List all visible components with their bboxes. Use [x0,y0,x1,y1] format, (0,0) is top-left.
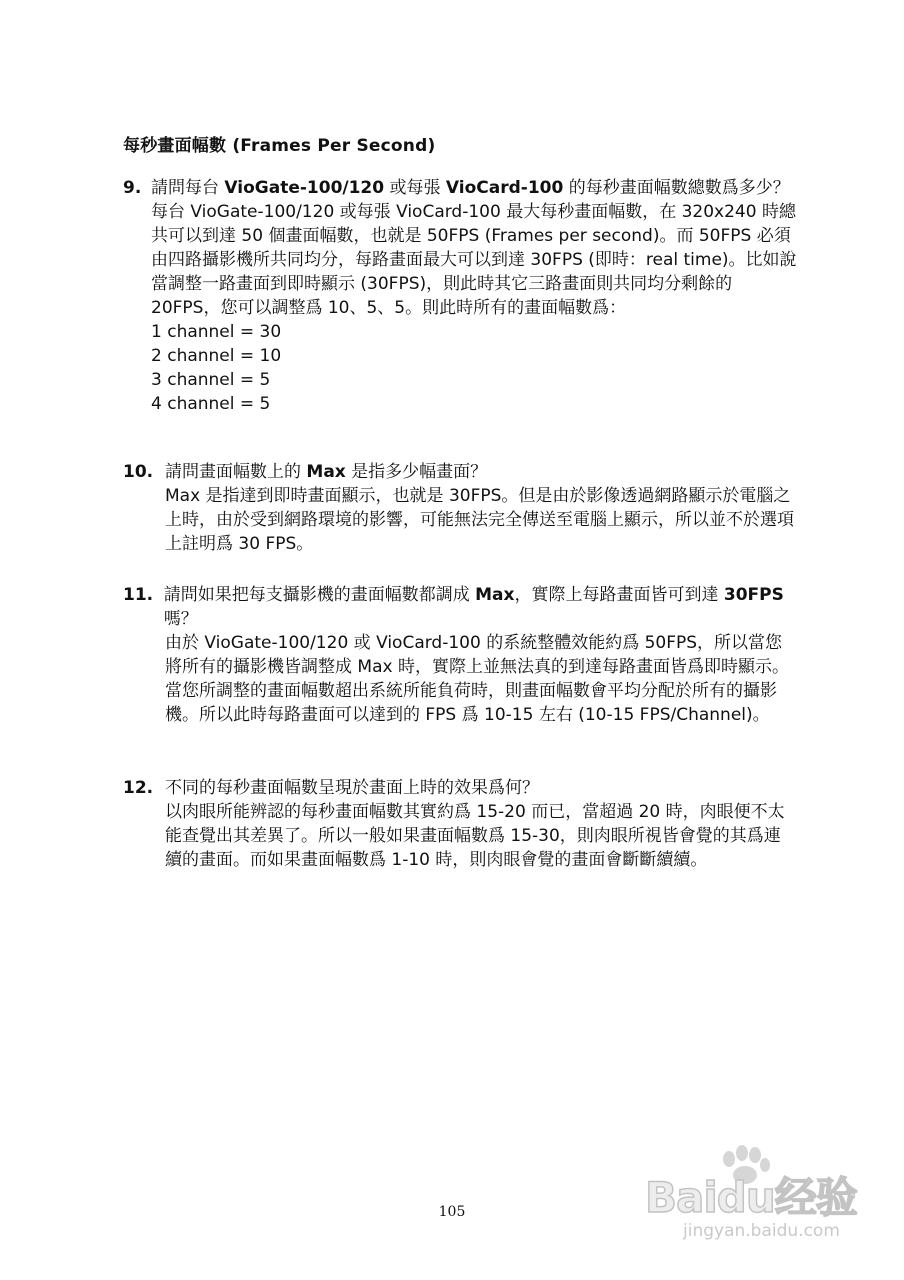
question-9 [123,176,803,200]
question-number: 9. [123,178,142,198]
channel-line: 2 channel = 10 [151,346,282,366]
faq-item-12 [123,776,803,872]
answer-12 [165,800,797,872]
answer-text: 每台 VioGate-100/120 或每張 VioCard-100 最大每秒畫面幅數，在 320x240 時總共可以到達 50 個畫面幅數，也就是 50FPS (Frames per second)。而 50FPS 必須由四路攝影機所共同均分，每路畫面最大可以到達 30FPS (即時：real time)。比如說當調整一路畫面到即時顯示 (30FPS)，則此時其它三路畫面則共同均分剩餘的 20FPS，您可以調整爲 10、5、5。則此時所有的畫面幅數爲： [151,202,797,318]
channel-line: 1 channel = 30 [151,322,282,342]
question-number: 10. [123,462,154,482]
answer-text: 以肉眼所能辨認的每秒畫面幅數其實約爲 15-20 而已，當超過 20 時，肉眼便不太能查覺出其差異了。所以一般如果畫面幅數爲 15-30，則肉眼所視皆會覺的其爲連續的畫面。而如果畫面幅數爲 1-10 時，則肉眼會覺的畫面會斷斷續續。 [165,802,785,870]
question-10 [123,460,803,484]
answer-9 [151,200,803,416]
faq-item-11 [123,583,803,727]
faq-item-9 [123,176,803,416]
baidu-watermark [645,1145,860,1255]
question-text: 請問如果把每支攝影機的畫面幅數都調成 Max，實際上每路畫面皆可到達 30FPS 嗎？ [163,585,784,629]
question-text: 請問畫面幅數上的 Max 是指多少幅畫面？ [165,462,488,482]
question-12 [123,776,803,800]
answer-10 [165,484,797,556]
answer-text: 由於 VioGate-100/120 或 VioCard-100 的系統整體效能約爲 50FPS，所以當您將所有的攝影機皆調整成 Max 時，實際上並無法真的到達每路畫面皆爲即時顯示。當您所調整的畫面幅數超出系統所能負荷時，則畫面幅數會平均分配於所有的攝影機。所以此時每路畫面可以達到的 FPS 爲 10-15 左右 (10-15 FPS/Channel)。 [165,633,789,725]
answer-11 [165,631,797,727]
question-text: 不同的每秒畫面幅數呈現於畫面上時的效果爲何？ [165,778,539,798]
watermark-url: jingyan.baidu.com [683,1221,840,1241]
question-11 [123,583,803,631]
channel-line: 3 channel = 5 [151,370,271,390]
question-number: 11. [123,585,154,605]
faq-item-10 [123,460,803,556]
question-number: 12. [123,778,154,798]
section-title: 每秒畫面幅數 (Frames Per Second) [123,136,436,156]
watermark-brand: Baidu经验 [645,1173,857,1222]
answer-text: Max 是指達到即時畫面顯示，也就是 30FPS。但是由於影像透過網路顯示於電腦之上時，由於受到網路環境的影響，可能無法完全傳送至電腦上顯示，所以並不於選項上註明爲 30 FPS。 [165,486,794,554]
question-text: 請問每台 VioGate-100/120 或每張 VioCard-100 的每秒畫面幅數總數爲多少？ [151,178,790,198]
page-number: 105 [438,1204,466,1220]
channel-line: 4 channel = 5 [151,394,271,414]
